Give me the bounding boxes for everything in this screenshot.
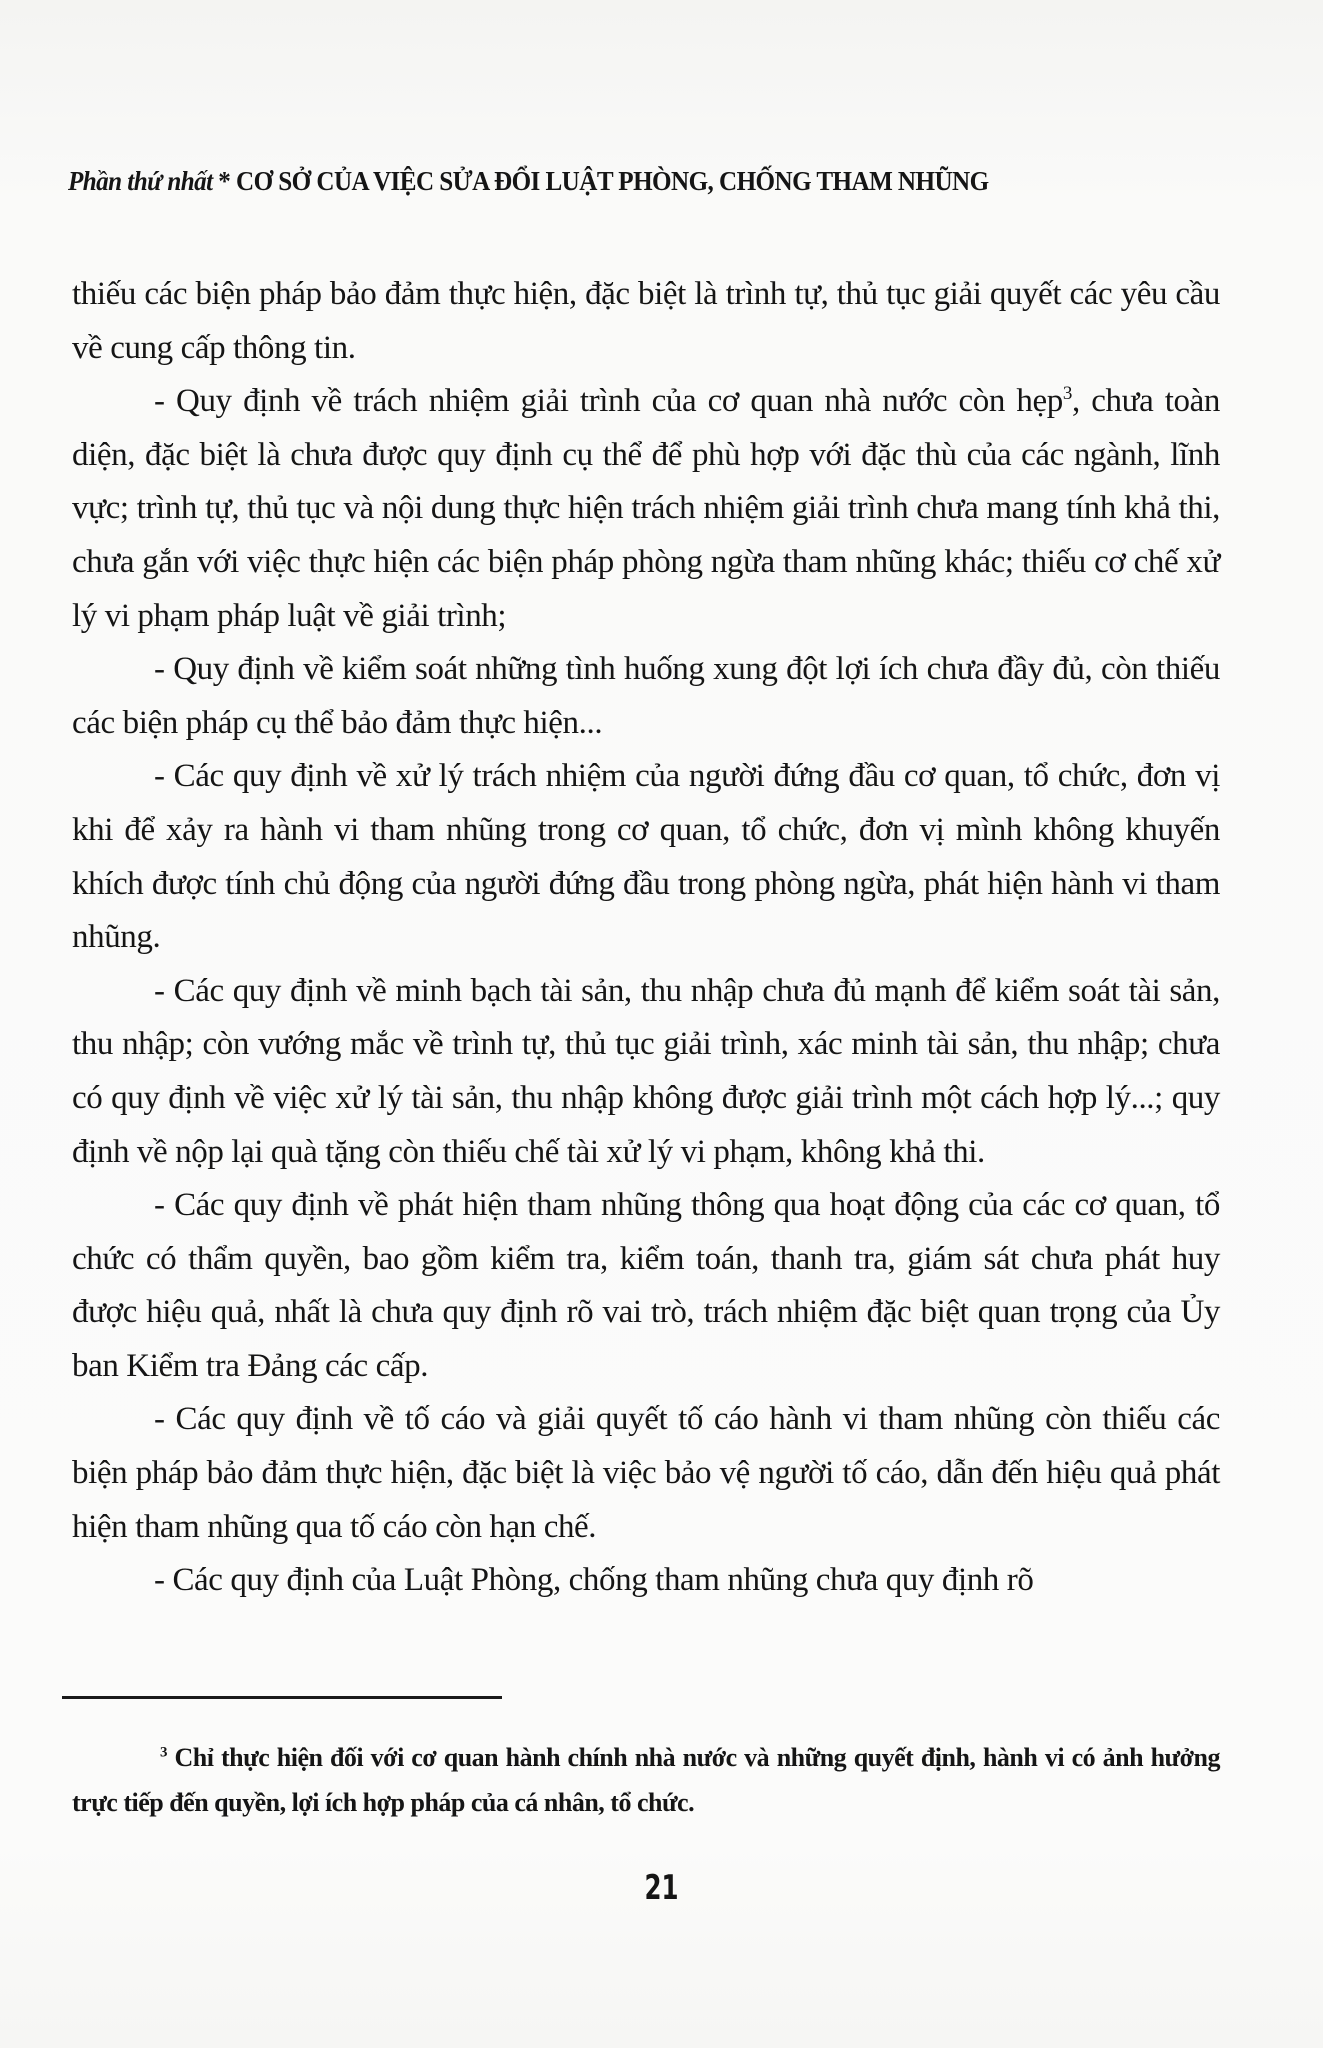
paragraph-denunciation: - Các quy định về tố cáo và giải quyết tố cáo hành vi tham nhũng còn thiếu các biện pháp bảo đảm thực hiện, đặc biệt là việc bảo vệ người tố cáo, dẫn đến hiệu quả phát hiện tham nhũng qua tố cáo còn hạn chế. — [72, 1401, 1220, 1545]
footnote-number: 3 — [160, 1744, 167, 1761]
running-head — [68, 166, 1138, 197]
running-head-title: CƠ SỞ CỦA VIỆC SỬA ĐỔI LUẬT PHÒNG, CHỐNG THAM NHŨNG — [236, 166, 989, 196]
running-head-part: Phần thứ nhất — [68, 166, 213, 196]
footnote-divider — [62, 1696, 502, 1699]
paragraph-asset-transparency: - Các quy định về minh bạch tài sản, thu nhập chưa đủ mạnh để kiểm soát tài sản, thu nhập; còn vướng mắc về trình tự, thủ tục giải trình, xác minh tài sản, thu nhập; chưa có quy định về việc xử lý tài sản, thu nhập không được giải trình một cách hợp lý...; quy định về nộp lại quà tặng còn thiếu chế tài xử lý vi phạm, không khả thi. — [72, 972, 1220, 1170]
paragraph-text: - Quy định về trách nhiệm giải trình của cơ quan nhà nước còn hẹp — [154, 383, 1063, 420]
paragraph-head-responsibility: - Các quy định về xử lý trách nhiệm của người đứng đầu cơ quan, tổ chức, đơn vị khi để xảy ra hành vi tham nhũng trong cơ quan, tổ chức, đơn vị mình không khuyến khích được tính chủ động của người đứng đầu trong phòng ngừa, phát hiện hành vi tham nhũng. — [72, 758, 1220, 956]
page-number: 21 — [644, 1868, 679, 1908]
footnote-paragraph — [72, 1735, 1220, 1825]
paragraph-accountability — [72, 375, 1220, 643]
paragraph-detection: - Các quy định về phát hiện tham nhũng thông qua hoạt động của các cơ quan, tổ chức có thẩm quyền, bao gồm kiểm tra, kiểm toán, thanh tra, giám sát chưa phát huy được hiệu quả, nhất là chưa quy định rõ vai trò, trách nhiệm đặc biệt quan trọng của Ủy ban Kiểm tra Đảng các cấp. — [72, 1187, 1220, 1384]
running-head-separator: * — [212, 166, 237, 196]
footnote-reference[interactable]: 3 — [1062, 383, 1072, 405]
paragraph-conflict-of-interest: - Quy định về kiểm soát những tình huống xung đột lợi ích chưa đầy đủ, còn thiếu các biện pháp cụ thể bảo đảm thực hiện... — [72, 651, 1220, 741]
paragraph-law-provisions: - Các quy định của Luật Phòng, chống tham nhũng chưa quy định rõ — [154, 1562, 1034, 1599]
paragraph-text: , chưa toàn diện, đặc biệt là chưa được quy định cụ thể để phù hợp với đặc thù của các ngành, lĩnh vực; trình tự, thủ tục và nội dung thực hiện trách nhiệm giải trình chưa mang tính khả thi, chưa gắn với việc thực hiện các biện pháp phòng ngừa tham nhũng khác; thiếu cơ chế xử lý vi phạm pháp luật về giải trình; — [72, 383, 1220, 634]
footnote — [72, 1735, 1220, 1825]
body-text — [72, 268, 1220, 1608]
footnote-text: Chỉ thực hiện đối với cơ quan hành chính nhà nước và những quyết định, hành vi có ảnh hưởng trực tiếp đến quyền, lợi ích hợp pháp của cá nhân, tổ chức. — [72, 1743, 1220, 1817]
paragraph-continuation: thiếu các biện pháp bảo đảm thực hiện, đặc biệt là trình tự, thủ tục giải quyết các yêu cầu về cung cấp thông tin. — [72, 276, 1220, 366]
